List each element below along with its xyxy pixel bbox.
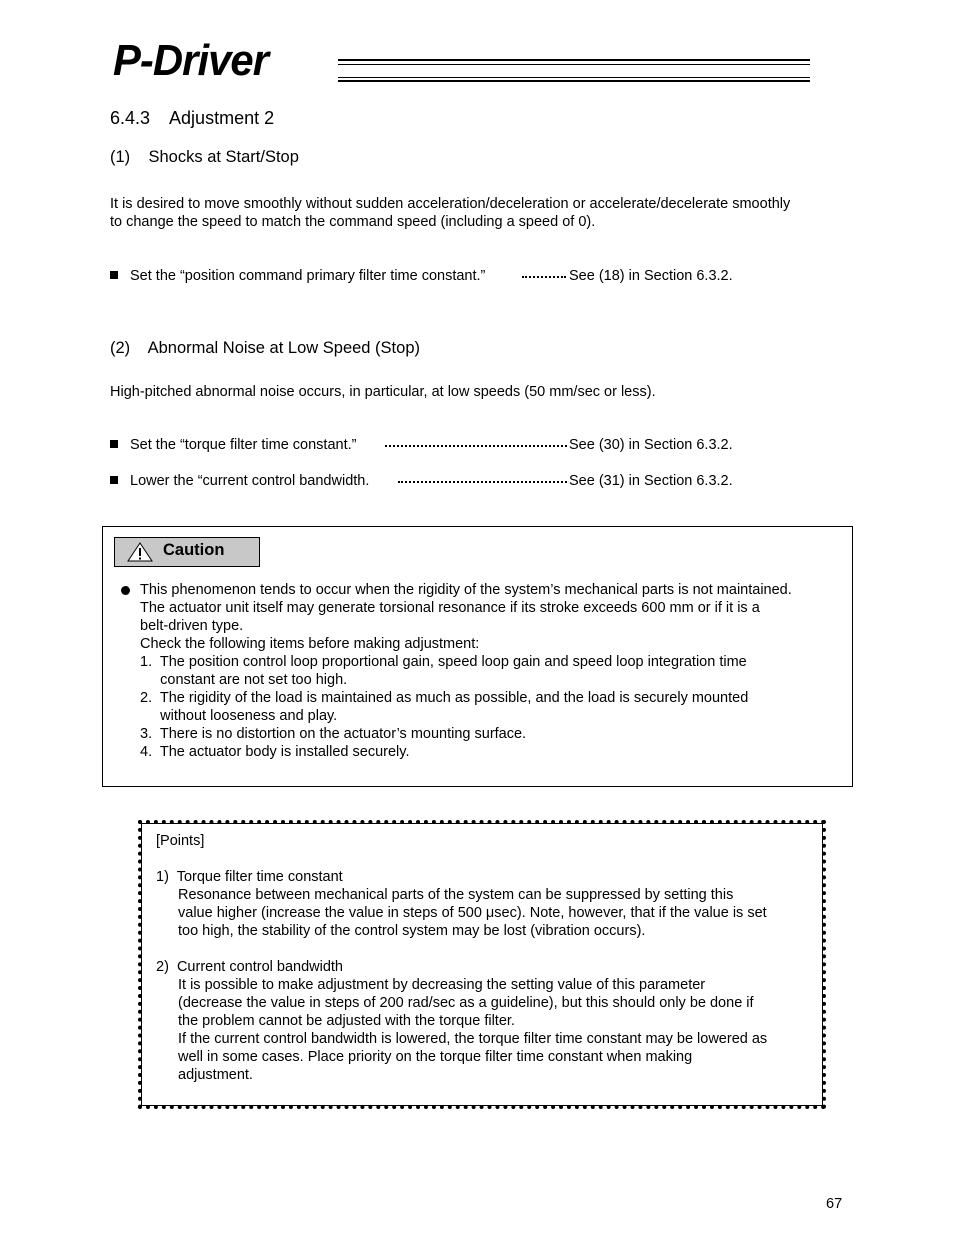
bullet-text: Lower the “current control bandwidth. bbox=[130, 473, 370, 489]
check-item: 2. The rigidity of the load is maintained as much as possible, and the load is securely mounted bbox=[140, 690, 749, 706]
leader bbox=[385, 436, 567, 454]
point-text: It is possible to make adjustment by decreasing the setting value of this parameter bbox=[178, 977, 706, 993]
header-rule bbox=[338, 64, 810, 65]
caution-text: This phenomenon tends to occur when the rigidity of the system’s mechanical parts is not maintained. bbox=[140, 582, 792, 598]
point-text: If the current control bandwidth is lowered, the torque filter time constant may be lowered as bbox=[178, 1031, 768, 1047]
p-driver-logo: P-Driver bbox=[113, 36, 269, 85]
subsection-title: (1) Shocks at Start/Stop bbox=[110, 148, 299, 166]
leader bbox=[522, 267, 566, 285]
check-item: 3. There is no distortion on the actuator’s mounting surface. bbox=[140, 726, 527, 742]
point-text: value higher (increase the value in steps of 500 μsec). Note, however, that if the value is set bbox=[178, 905, 767, 921]
bullet-item bbox=[110, 436, 356, 454]
reference: See (31) in Section 6.3.2. bbox=[569, 473, 733, 489]
point-text: Resonance between mechanical parts of the system can be suppressed by setting this bbox=[178, 887, 734, 903]
paragraph: High-pitched abnormal noise occurs, in particular, at low speeds (50 mm/sec or less). bbox=[110, 384, 656, 400]
reference: See (30) in Section 6.3.2. bbox=[569, 437, 733, 453]
header-rule bbox=[338, 80, 810, 82]
caution-text: The actuator unit itself may generate torsional resonance if its stroke exceeds 600 mm or if it is a bbox=[140, 600, 760, 616]
point-text: well in some cases. Place priority on the torque filter time constant when making bbox=[178, 1049, 693, 1065]
paragraph: It is desired to move smoothly without sudden acceleration/deceleration or accelerate/decelerate smoothly bbox=[110, 196, 791, 212]
check-item: 1. The position control loop proportional gain, speed loop gain and speed loop integration time bbox=[140, 654, 747, 670]
header-rule bbox=[338, 59, 810, 61]
points-title: [Points] bbox=[156, 833, 205, 849]
caution-text: Check the following items before making adjustment: bbox=[140, 636, 480, 652]
header-rule bbox=[338, 77, 810, 78]
bullet-item bbox=[110, 472, 369, 490]
square-bullet-icon bbox=[110, 271, 118, 279]
bullet-text: Set the “torque filter time constant.” bbox=[130, 437, 357, 453]
caution-label bbox=[114, 537, 260, 567]
check-item: without looseness and play. bbox=[140, 708, 338, 724]
point-text: adjustment. bbox=[178, 1067, 253, 1083]
bullet-text: Set the “position command primary filter time constant.” bbox=[130, 268, 486, 284]
point-heading: 1) Torque filter time constant bbox=[156, 869, 343, 885]
check-item: 4. The actuator body is installed securely. bbox=[140, 744, 410, 760]
bullet-item bbox=[110, 267, 485, 285]
square-bullet-icon bbox=[110, 476, 118, 484]
check-item: constant are not set too high. bbox=[140, 672, 348, 688]
page-number: 67 bbox=[826, 1196, 843, 1212]
paragraph: to change the speed to match the command speed (including a speed of 0). bbox=[110, 214, 596, 230]
round-bullet-icon bbox=[121, 586, 130, 595]
point-text: (decrease the value in steps of 200 rad/sec as a guideline), but this should only be done if bbox=[178, 995, 754, 1011]
caution-title: Caution bbox=[163, 541, 225, 559]
square-bullet-icon bbox=[110, 440, 118, 448]
warning-icon bbox=[127, 542, 153, 562]
leader bbox=[398, 472, 567, 490]
subsection-title: (2) Abnormal Noise at Low Speed (Stop) bbox=[110, 339, 420, 357]
point-heading: 2) Current control bandwidth bbox=[156, 959, 343, 975]
point-text: too high, the stability of the control system may be lost (vibration occurs). bbox=[178, 923, 646, 939]
point-text: the problem cannot be adjusted with the torque filter. bbox=[178, 1013, 515, 1029]
caution-text: belt-driven type. bbox=[140, 618, 244, 634]
reference: See (18) in Section 6.3.2. bbox=[569, 268, 733, 284]
section-title: 6.4.3 Adjustment 2 bbox=[110, 108, 275, 128]
